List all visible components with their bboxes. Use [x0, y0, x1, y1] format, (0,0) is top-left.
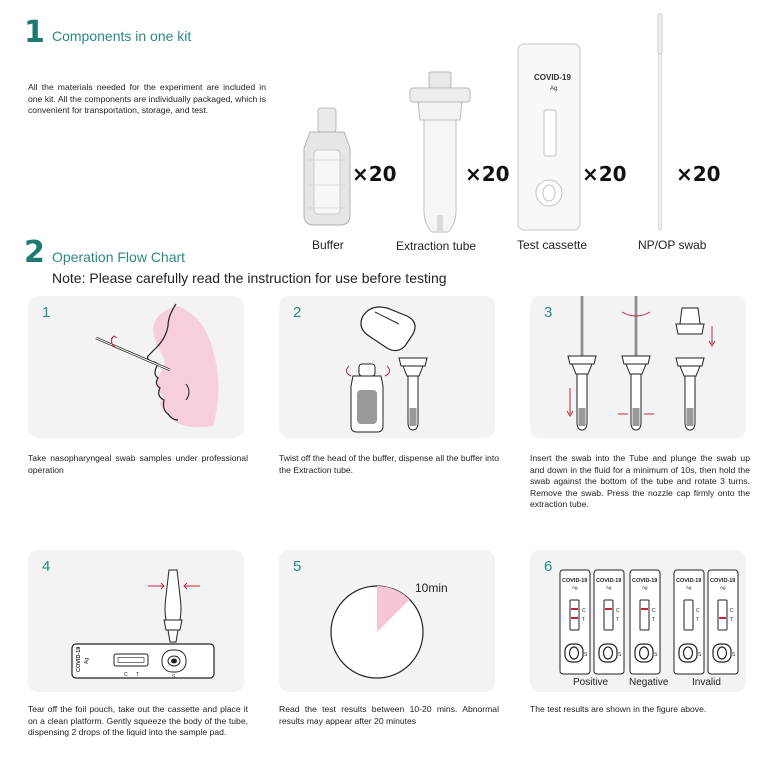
swab-qty: ×20 [676, 162, 721, 186]
timer-illustration [279, 550, 495, 692]
result-cassette-sub: Ag [606, 585, 612, 590]
result-c-label: C [616, 608, 620, 614]
result-negative-label: Negative [629, 677, 669, 688]
result-cassette-brand: COVID-19 [710, 578, 736, 584]
test-cassette-icon [518, 44, 580, 230]
swab-label: NP/OP swab [638, 238, 707, 252]
result-cassette-sub: Ag [720, 585, 726, 590]
buffer-label: Buffer [312, 238, 344, 252]
tube-qty: ×20 [465, 162, 510, 186]
instruction-note: Note: Please carefully read the instruction for use before testing [52, 270, 447, 286]
result-cassette [674, 570, 704, 674]
step-card-2 [279, 296, 495, 438]
result-cassette-sub: Ag [686, 585, 692, 590]
step-number-4: 4 [42, 558, 51, 575]
result-cassette [594, 570, 624, 674]
test-line [571, 617, 578, 619]
result-s-label: S [654, 652, 658, 658]
nasal-swab-illustration [28, 296, 244, 438]
extraction-tube-icon [410, 72, 470, 233]
step4-s-label: S [172, 674, 176, 680]
result-t-label: T [696, 617, 700, 623]
step-card-5 [279, 550, 495, 692]
tube-label: Extraction tube [396, 239, 477, 253]
result-cassette-brand: COVID-19 [596, 578, 622, 584]
step-desc-2: Twist off the head of the buffer, dispense all the buffer into the Extraction tube. [279, 453, 499, 475]
result-c-label: C [582, 608, 586, 614]
control-line [571, 608, 578, 610]
kit-illustrations [300, 10, 740, 235]
cassette-qty: ×20 [582, 162, 627, 186]
step4-t-label: T [136, 672, 140, 678]
step4-cassette-sub: Ag [84, 657, 90, 664]
result-s-label: S [698, 652, 702, 658]
step-desc-3: Insert the swab into the Tube and plunge the swab up and down in the fluid for a minimum of 10s, then hold the swab against the bottom of the tube and rotate 3 turns. Remove the swab. Press the nozzle cap firmly onto the extraction tube. [530, 453, 750, 509]
kit-intro-text: All the materials needed for the experiment are included in one kit. All the components are individually packaged, which is convenient for transportation, storage, and test. [28, 82, 266, 115]
control-line [641, 608, 648, 610]
step-desc-4: Tear off the foil pouch, take out the cassette and place it on a clean platform. Gently squeeze the body of the tube, dispensing 2 drops of the liquid into the sample pad. [28, 704, 248, 737]
result-cassette [630, 570, 660, 674]
result-cassette-brand: COVID-19 [676, 578, 702, 584]
control-line [605, 608, 612, 610]
step-number-6: 6 [544, 558, 553, 575]
buffer-qty: ×20 [352, 162, 397, 186]
step-card-4 [28, 550, 244, 692]
buffer-dispense-illustration [279, 296, 495, 438]
result-c-label: C [730, 608, 734, 614]
step-number-3: 3 [544, 304, 553, 321]
result-t-label: T [616, 617, 620, 623]
step-desc-6: The test results are shown in the figure above. [530, 704, 707, 714]
result-cassette-brand: COVID-19 [632, 578, 658, 584]
result-positive-label: Positive [573, 677, 609, 688]
step-card-3 [530, 296, 746, 438]
step4-cassette-brand: COVID-19 [76, 646, 82, 672]
results-illustration [530, 550, 746, 692]
step-desc-1: Take nasopharyngeal swab samples under professional operation [28, 453, 248, 475]
kit-cassette-sub: Ag [550, 86, 558, 92]
section1-title: Components in one kit [52, 28, 192, 44]
cassette-label: Test cassette [517, 238, 588, 252]
result-c-label: C [652, 608, 656, 614]
swab-in-tube-illustration [530, 296, 746, 438]
step-desc-5: Read the test results between 10-20 mins. Abnormal results may appear after 20 minutes [279, 704, 499, 726]
result-cassette [708, 570, 738, 674]
step-number-2: 2 [293, 304, 302, 321]
timer-label: 10min [415, 581, 448, 595]
dispense-drops-illustration [28, 550, 244, 692]
step-card-1 [28, 296, 244, 438]
result-cassette-brand: COVID-19 [562, 578, 588, 584]
step-number-1: 1 [42, 304, 51, 321]
result-t-label: T [730, 617, 734, 623]
result-s-label: S [732, 652, 736, 658]
result-cassette [560, 570, 590, 674]
result-t-label: T [582, 617, 586, 623]
step-card-6 [530, 550, 746, 692]
result-cassette-sub: Ag [642, 585, 648, 590]
result-cassette-sub: Ag [572, 585, 578, 590]
kit-cassette-brand: COVID-19 [534, 73, 571, 82]
result-s-label: S [618, 652, 622, 658]
step4-c-label: C [124, 672, 128, 678]
section1-number: 1 [24, 15, 45, 50]
section2-title: Operation Flow Chart [52, 249, 186, 265]
result-invalid-label: Invalid [692, 677, 721, 688]
result-c-label: C [696, 608, 700, 614]
step-number-5: 5 [293, 558, 302, 575]
buffer-ampoule-icon [304, 108, 350, 225]
result-t-label: T [652, 617, 656, 623]
result-s-label: S [584, 652, 588, 658]
np-op-swab-icon [658, 14, 662, 230]
test-line [719, 617, 726, 619]
section2-number: 2 [24, 235, 45, 270]
